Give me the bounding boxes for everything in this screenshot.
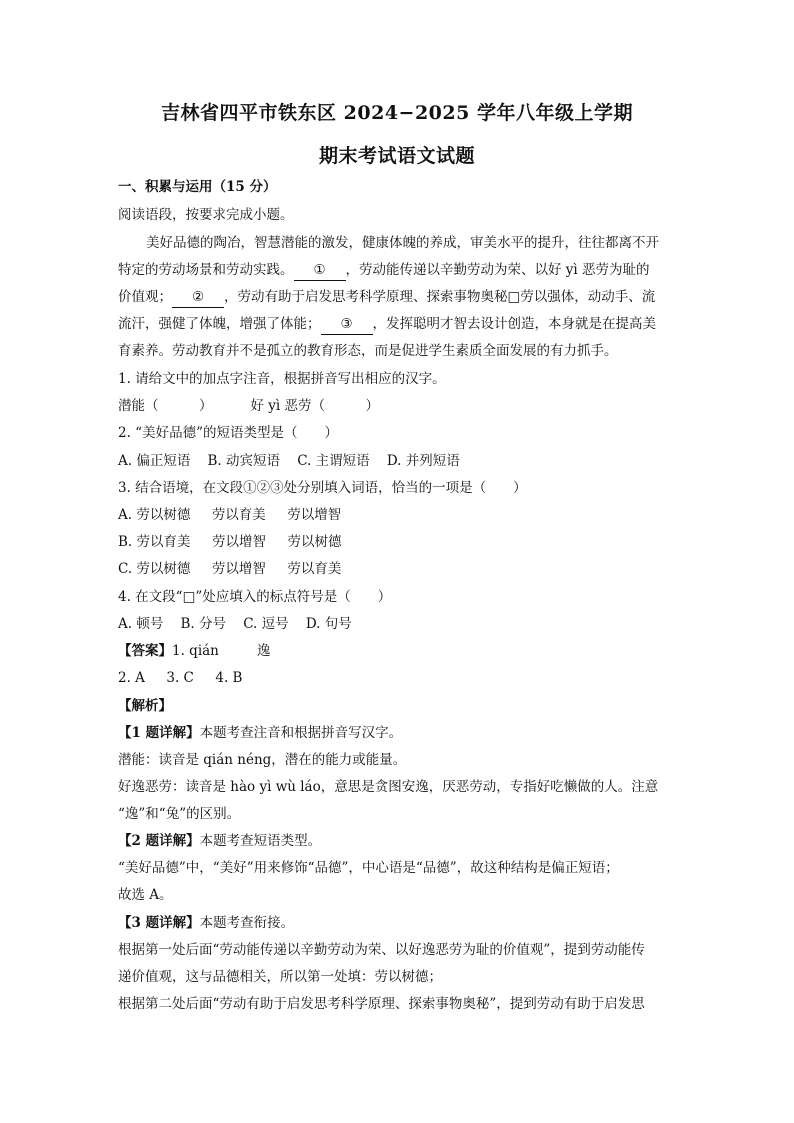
analysis-text: 递价值观，这与品德相关，所以第一处填：劳以树德； bbox=[118, 969, 442, 985]
answer: 2. A bbox=[118, 670, 145, 686]
question-4: 4. 在文段“□”处应填入的标点符号是（ ） bbox=[118, 589, 392, 605]
instruction: 阅读语段，按要求完成小题。 bbox=[118, 207, 294, 223]
analysis-text: 根据第一处后面“劳动能传递以辛勤劳动为荣、以好逸恶劳为耻的价值观”，提到劳动能传 bbox=[118, 942, 645, 958]
option: B. 动宾短语 bbox=[207, 453, 281, 469]
passage-line bbox=[118, 314, 656, 335]
analysis-2-heading bbox=[118, 831, 321, 851]
option: D. 并列短语 bbox=[386, 453, 460, 469]
question-1: 1. 请给文中的加点字注音，根据拼音写出相应的汉字。 bbox=[118, 371, 446, 387]
answer-label: 【答案】 bbox=[118, 643, 172, 659]
passage-line: 育素养。劳动教育并不是孤立的教育形态，而是促进学生素质全面发展的有力抓手。 bbox=[118, 343, 618, 359]
document-title: 吉林省四平市铁东区 2024−2025 学年八年级上学期 bbox=[161, 102, 633, 124]
passage-text: 价值观； bbox=[118, 289, 172, 305]
q1-item-a: 潜能（ ） bbox=[118, 398, 213, 414]
option-part: 劳以育美 bbox=[211, 507, 266, 523]
analysis-label: 【解析】 bbox=[118, 698, 172, 714]
passage-text: ，劳动有助于启发思考科学原理、探索事物奥秘□劳以强体，动动手、流 bbox=[224, 289, 656, 305]
option-part: 劳以增智 bbox=[287, 507, 342, 523]
option-part: 劳以增智 bbox=[211, 561, 266, 577]
question-3: 3. 结合语境，在文段①②③处分别填入词语，恰当的一项是（ ） bbox=[118, 480, 527, 496]
section-heading: 一、积累与运用（15 分） bbox=[118, 179, 277, 195]
answer-block bbox=[118, 641, 270, 661]
option: A. 偏正短语 bbox=[118, 453, 191, 469]
passage-text: 特定的劳动场景和劳动实践。 bbox=[118, 262, 294, 278]
analysis-head-text: 本题考查衔接。 bbox=[199, 915, 295, 931]
option: A. 顿号 bbox=[118, 616, 164, 632]
analysis-head-text: 本题考查注音和根据拼音写汉字。 bbox=[199, 725, 403, 741]
question-3-option-b bbox=[118, 532, 341, 552]
option-part: 劳以育美 bbox=[287, 561, 342, 577]
passage-text: 美好品德的陶冶，智慧潜能的激发，健康体魄的养成，审美水平的提升，往往都离不开 bbox=[146, 235, 659, 251]
answer-1: 1. qián bbox=[172, 643, 219, 659]
option: C. 主谓短语 bbox=[297, 453, 370, 469]
passage-line bbox=[118, 287, 655, 308]
option: C. 逗号 bbox=[243, 616, 289, 632]
question-3-option-c bbox=[118, 559, 341, 579]
analysis-head: 【2 题详解】 bbox=[118, 833, 200, 849]
analysis-text: 潜能：读音是 qián néng，潜在的能力或能量。 bbox=[118, 752, 407, 768]
option-part: A. 劳以树德 bbox=[118, 507, 191, 523]
document-subtitle: 期末考试语文试题 bbox=[318, 145, 475, 167]
analysis-text: “逸”和“兔”的区别。 bbox=[118, 806, 241, 822]
analysis-1-heading bbox=[118, 723, 402, 743]
analysis-3-heading bbox=[118, 913, 294, 933]
analysis-text: 好逸恶劳：读音是 hào yì wù láo，意思是贪图安逸，厌恶劳动，专指好吃懒做的人。注意 bbox=[118, 779, 659, 795]
passage-text: ，劳动能传递以辛勤劳动为荣、以好 yì 恶劳为耻的 bbox=[345, 262, 650, 278]
question-3-option-a bbox=[118, 505, 341, 525]
answer: 4. B bbox=[215, 670, 243, 686]
option-part: C. 劳以树德 bbox=[118, 561, 191, 577]
answer-1b: 逸 bbox=[256, 643, 271, 659]
answer: 3. C bbox=[166, 670, 194, 686]
question-2-options bbox=[118, 451, 460, 471]
blank-1: ① bbox=[294, 260, 346, 281]
passage-line bbox=[118, 260, 650, 281]
blank-3: ③ bbox=[321, 314, 373, 335]
option: B. 分号 bbox=[180, 616, 227, 632]
passage-line bbox=[146, 233, 659, 253]
option-part: B. 劳以育美 bbox=[118, 534, 191, 550]
question-4-options bbox=[118, 614, 352, 634]
question-1-items bbox=[118, 396, 379, 416]
analysis-text: 根据第二处后面“劳动有助于启发思考科学原理、探索事物奥秘”，提到劳动有助于启发思 bbox=[118, 996, 645, 1012]
blank-2: ② bbox=[172, 287, 224, 308]
analysis-text: “美好品德”中，“美好”用来修饰“品德”，中心语是“品德”，故这种结构是偏正短语； bbox=[118, 860, 619, 876]
option-part: 劳以树德 bbox=[287, 534, 342, 550]
answers-rest bbox=[118, 668, 242, 688]
analysis-head-text: 本题考查短语类型。 bbox=[199, 833, 322, 849]
analysis-head: 【1 题详解】 bbox=[118, 725, 200, 741]
q1-item-b: 好 yì 恶劳（ ） bbox=[250, 398, 380, 414]
passage-text: ，发挥聪明才智去设计创造，本身就是在提高美 bbox=[372, 316, 656, 332]
question-2: 2. “美好品德”的短语类型是（ ） bbox=[118, 425, 338, 441]
option: D. 句号 bbox=[305, 616, 352, 632]
option-part: 劳以增智 bbox=[211, 534, 266, 550]
passage-text: 流汗，强健了体魄，增强了体能； bbox=[118, 316, 321, 332]
analysis-text: 故选 A。 bbox=[118, 887, 173, 903]
analysis-head: 【3 题详解】 bbox=[118, 915, 200, 931]
